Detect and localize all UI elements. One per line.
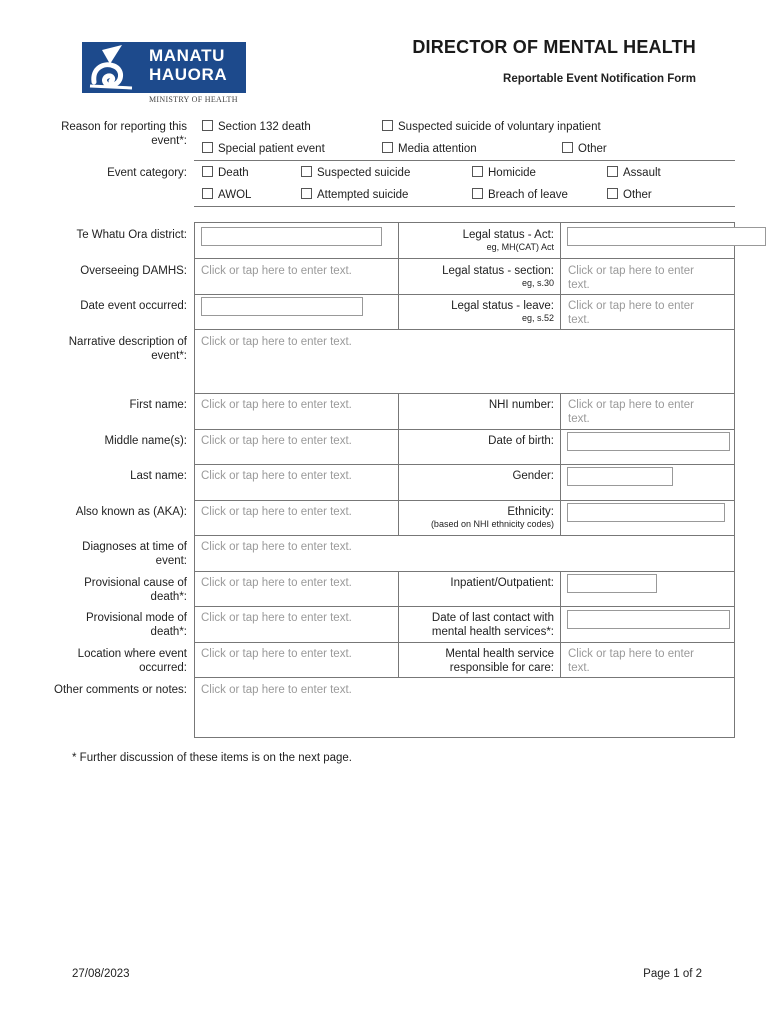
mode-of-death-label: Provisional mode of death*: bbox=[86, 612, 187, 638]
ministry-koru-icon bbox=[82, 42, 142, 93]
divider bbox=[194, 206, 735, 207]
location-input[interactable]: Click or tap here to enter text. bbox=[201, 648, 352, 660]
checkbox-icon[interactable] bbox=[202, 120, 213, 131]
checkbox-icon[interactable] bbox=[382, 120, 393, 131]
ethnicity-note: (based on NHI ethnicity codes) bbox=[430, 519, 554, 529]
location-label: Location where event occurred: bbox=[77, 648, 187, 674]
grid-line bbox=[398, 571, 399, 677]
logo-wordmark bbox=[149, 46, 227, 84]
category-option-awol[interactable]: AWOL bbox=[202, 188, 251, 201]
grid-line bbox=[194, 258, 735, 259]
checkbox-icon[interactable] bbox=[607, 166, 618, 177]
divider bbox=[194, 160, 735, 161]
grid-line bbox=[194, 294, 735, 295]
gender-input[interactable] bbox=[567, 467, 673, 486]
ethnicity-label: Ethnicity: bbox=[507, 506, 554, 518]
district-label: Te Whatu Ora district: bbox=[76, 229, 187, 241]
diagnoses-label: Diagnoses at time of event: bbox=[82, 541, 187, 567]
grid-line bbox=[194, 500, 735, 501]
district-input[interactable] bbox=[201, 227, 382, 246]
last-contact-label: Date of last contact with mental health services*: bbox=[431, 612, 554, 638]
category-option-suspected-suicide[interactable]: Suspected suicide bbox=[301, 166, 410, 179]
narrative-label: Narrative description of event*: bbox=[68, 336, 187, 362]
aka-label: Also known as (AKA): bbox=[75, 506, 187, 518]
legal-act-label: Legal status - Act: bbox=[462, 229, 554, 241]
checkbox-icon[interactable] bbox=[382, 142, 393, 153]
footer-date: 27/08/2023 bbox=[72, 968, 130, 980]
grid-line bbox=[194, 642, 735, 643]
grid-line bbox=[194, 606, 735, 607]
grid-line bbox=[734, 222, 735, 737]
legal-section-label: Legal status - section: bbox=[442, 265, 554, 277]
legal-leave-input[interactable]: Click or tap here to enter text. bbox=[568, 300, 694, 326]
footer-page-number: Page 1 of 2 bbox=[643, 968, 702, 980]
middle-name-label: Middle name(s): bbox=[104, 435, 187, 447]
grid-line bbox=[194, 329, 735, 330]
last-name-input[interactable]: Click or tap here to enter text. bbox=[201, 470, 352, 482]
grid-line bbox=[560, 571, 561, 677]
reason-option-suspected-suicide[interactable]: Suspected suicide of voluntary inpatient bbox=[382, 120, 601, 133]
date-event-label: Date event occurred: bbox=[80, 300, 187, 312]
logo-line-1: MANATU bbox=[149, 46, 225, 65]
grid-line bbox=[194, 222, 735, 223]
category-option-attempted-suicide[interactable]: Attempted suicide bbox=[301, 188, 408, 201]
reason-option-other[interactable]: Other bbox=[562, 142, 607, 155]
middle-name-input[interactable]: Click or tap here to enter text. bbox=[201, 435, 352, 447]
legal-section-input[interactable]: Click or tap here to enter text. bbox=[568, 265, 694, 291]
grid-line bbox=[560, 222, 561, 329]
inpatient-outpatient-label: Inpatient/Outpatient: bbox=[450, 577, 554, 589]
inpatient-outpatient-input[interactable] bbox=[567, 574, 657, 593]
grid-line bbox=[560, 393, 561, 535]
nhi-input[interactable]: Click or tap here to enter text. bbox=[568, 399, 694, 425]
first-name-input[interactable]: Click or tap here to enter text. bbox=[201, 399, 352, 411]
cause-of-death-input[interactable]: Click or tap here to enter text. bbox=[201, 577, 352, 589]
checkbox-icon[interactable] bbox=[301, 166, 312, 177]
comments-label: Other comments or notes: bbox=[54, 684, 187, 696]
legal-act-input[interactable] bbox=[567, 227, 766, 246]
dob-label: Date of birth: bbox=[488, 435, 554, 447]
category-option-death[interactable]: Death bbox=[202, 166, 249, 179]
grid-line bbox=[194, 737, 735, 738]
grid-line bbox=[194, 393, 735, 394]
logo-ministry: MINISTRY OF HEALTH bbox=[149, 95, 238, 104]
category-option-assault[interactable]: Assault bbox=[607, 166, 661, 179]
checkbox-icon[interactable] bbox=[472, 166, 483, 177]
legal-act-example: eg, MH(CAT) Act bbox=[486, 242, 554, 252]
grid-line bbox=[398, 393, 399, 535]
legal-leave-example: eg, s.52 bbox=[521, 313, 554, 323]
category-option-breach-of-leave[interactable]: Breach of leave bbox=[472, 188, 568, 201]
service-label: Mental health service responsible for care: bbox=[445, 648, 554, 674]
grid-line bbox=[194, 535, 735, 536]
diagnoses-input[interactable]: Click or tap here to enter text. bbox=[201, 541, 352, 553]
legal-section-example: eg, s.30 bbox=[521, 278, 554, 288]
grid-line bbox=[194, 429, 735, 430]
checkbox-icon[interactable] bbox=[472, 188, 483, 199]
category-option-other[interactable]: Other bbox=[607, 188, 652, 201]
last-contact-input[interactable] bbox=[567, 610, 730, 629]
dob-input[interactable] bbox=[567, 432, 730, 451]
damhs-input[interactable]: Click or tap here to enter text. bbox=[201, 265, 352, 277]
document-subtitle: Reportable Event Notification Form bbox=[503, 73, 696, 85]
grid-line bbox=[398, 222, 399, 329]
checkbox-icon[interactable] bbox=[202, 188, 213, 199]
mode-of-death-input[interactable]: Click or tap here to enter text. bbox=[201, 612, 352, 624]
footnote: * Further discussion of these items is on the next page. bbox=[72, 752, 352, 764]
checkbox-icon[interactable] bbox=[202, 142, 213, 153]
grid-line bbox=[194, 222, 195, 737]
service-input[interactable]: Click or tap here to enter text. bbox=[568, 648, 694, 674]
category-label: Event category: bbox=[107, 167, 187, 179]
first-name-label: First name: bbox=[129, 399, 187, 411]
grid-line bbox=[194, 571, 735, 572]
reason-option-section132[interactable]: Section 132 death bbox=[202, 120, 311, 133]
damhs-label: Overseeing DAMHS: bbox=[80, 265, 187, 277]
reason-option-special-patient[interactable]: Special patient event bbox=[202, 142, 325, 155]
cause-of-death-label: Provisional cause of death*: bbox=[84, 577, 187, 603]
aka-input[interactable]: Click or tap here to enter text. bbox=[201, 506, 352, 518]
reason-label: Reason for reporting this event*: bbox=[61, 121, 187, 147]
reason-option-media[interactable]: Media attention bbox=[382, 142, 477, 155]
legal-leave-label: Legal status - leave: bbox=[451, 300, 554, 312]
grid-line bbox=[194, 677, 735, 678]
grid-line bbox=[194, 464, 735, 465]
nhi-label: NHI number: bbox=[488, 399, 554, 411]
comments-input[interactable]: Click or tap here to enter text. bbox=[201, 684, 352, 696]
checkbox-icon[interactable] bbox=[202, 166, 213, 177]
gender-label: Gender: bbox=[512, 470, 554, 482]
checkbox-icon[interactable] bbox=[607, 188, 618, 199]
document-title: DIRECTOR OF MENTAL HEALTH bbox=[412, 37, 696, 57]
last-name-label: Last name: bbox=[130, 470, 187, 482]
category-option-homicide[interactable]: Homicide bbox=[472, 166, 536, 179]
logo-line-2: HAUORA bbox=[149, 65, 228, 84]
narrative-input[interactable]: Click or tap here to enter text. bbox=[201, 336, 352, 348]
checkbox-icon[interactable] bbox=[562, 142, 573, 153]
ethnicity-input[interactable] bbox=[567, 503, 725, 522]
checkbox-icon[interactable] bbox=[301, 188, 312, 199]
date-event-input[interactable] bbox=[201, 297, 363, 316]
